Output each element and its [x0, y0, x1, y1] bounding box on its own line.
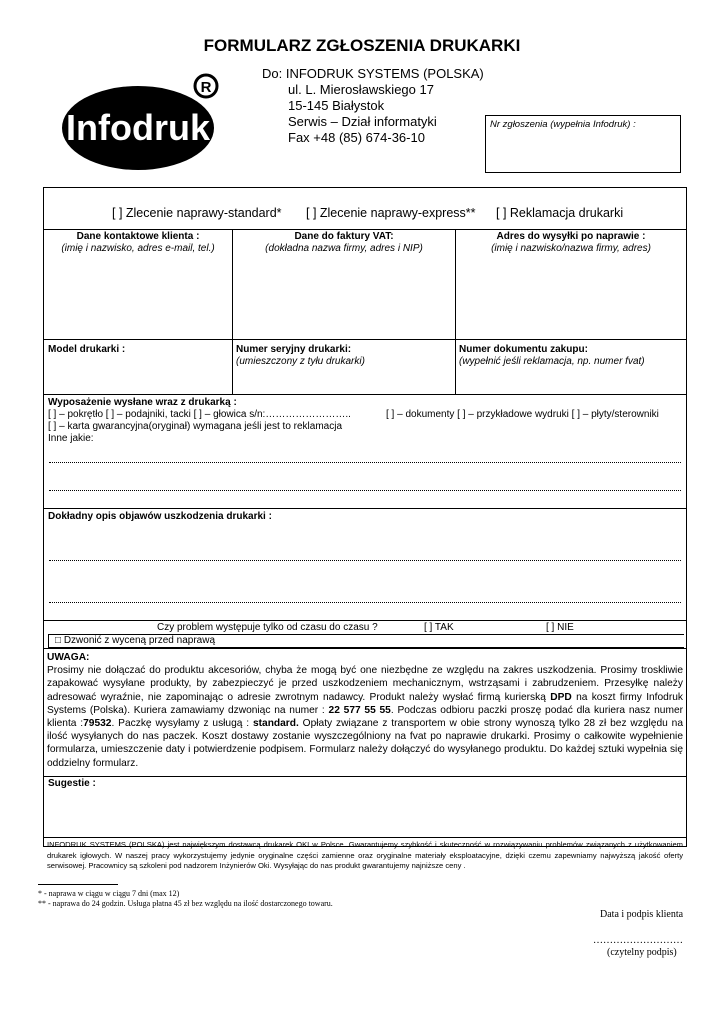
- signature-label: Data i podpis klienta: [600, 909, 684, 920]
- serial-number-hint: (umieszczony z tyłu drukarki): [236, 356, 365, 367]
- warning-title: UWAGA:: [47, 652, 90, 663]
- warning-section: [47, 651, 683, 770]
- courier-name: DPD: [550, 691, 572, 703]
- request-number-label: Nr zgłoszenia (wypełnia Infodruk) :: [490, 119, 636, 130]
- client-contact-cell[interactable]: [44, 231, 232, 255]
- warning-text-1: Prosimy nie dołączać do produktu akcesoriów, chyba że mogą być one niezbędne ze względu na zakres uszkodzenia. Prosimy troskliwie zapakować wysyłane produkty, by zabezpieczyć je przed uszkodzeniem mechanicznym, wstrząsami i zabrudzeniem. Przesyłkę należy adresować wyraźnie, nie zapominając o adresie zwrotnym nadawcy. Produkt należy wysłać firmą kurierską: [47, 665, 683, 703]
- registered-mark: R: [200, 79, 212, 96]
- other-equipment-label: Inne jakie:: [48, 433, 94, 444]
- intermittent-no-option[interactable]: [ ] NIE: [546, 622, 574, 633]
- serial-number-cell[interactable]: [236, 344, 365, 368]
- printer-model-label: Model drukarki :: [48, 344, 126, 355]
- call-with-quote-option[interactable]: □ Dzwonić z wyceną przed naprawą: [55, 635, 215, 646]
- warning-text-2: na koszt firmy Infodruk Systems (Polska). Kuriera zamawiamy dzwoniąc na numer :: [47, 691, 683, 716]
- shipping-service: standard.: [252, 718, 299, 730]
- client-number: 79532: [83, 718, 112, 730]
- vat-data-title: Dane do faktury VAT:: [294, 231, 394, 242]
- vat-data-cell[interactable]: [233, 231, 455, 255]
- suggestions-cell[interactable]: [48, 778, 96, 790]
- address-to: Do: INFODRUK SYSTEMS (POLSKA): [262, 66, 484, 81]
- warning-text-4: . Paczkę wysyłamy z usługą :: [111, 718, 253, 730]
- symptoms-line-2[interactable]: [49, 602, 681, 603]
- signature-hint: (czytelny podpis): [607, 947, 677, 958]
- recipient-address: [262, 66, 484, 146]
- footnote-standard: * - naprawa w ciągu w ciągu 7 dni (max 12): [38, 889, 180, 898]
- address-street: ul. L. Mierosławskiego 17: [288, 82, 434, 97]
- order-standard-option[interactable]: [ ] Zlecenie naprawy-standard*: [112, 206, 282, 220]
- other-equipment-line-2[interactable]: [49, 490, 681, 491]
- client-contact-title: Dane kontaktowe klienta :: [76, 231, 200, 242]
- shipping-address-title: Adres do wysyłki po naprawie :: [496, 231, 646, 242]
- equipment-section: [48, 397, 684, 445]
- order-complaint-option[interactable]: [ ] Reklamacja drukarki: [496, 206, 624, 220]
- courier-phone: 22 577 55 55: [328, 704, 391, 716]
- serial-number-label: Numer seryjny drukarki:: [236, 344, 352, 355]
- purchase-doc-cell[interactable]: [459, 344, 645, 368]
- symptoms-line-1[interactable]: [49, 560, 681, 561]
- printer-model-cell[interactable]: [48, 344, 125, 356]
- suggestions-title: Sugestie :: [48, 778, 96, 789]
- symptoms-section: [48, 511, 272, 523]
- symptoms-title: Dokładny opis objawów uszkodzenia drukarki :: [48, 511, 272, 522]
- intermittent-yes-option[interactable]: [ ] TAK: [424, 622, 454, 633]
- address-fax: Fax +48 (85) 674-36-10: [288, 130, 425, 145]
- address-city: 15-145 Białystok: [288, 98, 385, 113]
- footnote-divider: [38, 884, 118, 885]
- warning-text-5: Opłaty związane z transportem w obie strony wynoszą tylko 28 zł bez względu na ilość wysyłanych do nas paczek. Koszt dostawy zostanie wyszczególniony na fvat po naprawie drukarki. Prosimy o całkowite wypełnienie formularza, umieszczenie daty i potwierdzenie podpisem. Formularz należy dołączyć do wysyłanego produktu. Do każdej sztuki wypełnia się oddzielny formularz.: [47, 718, 683, 769]
- infodruk-logo: [60, 72, 220, 177]
- footnote-express: ** - naprawa do 24 godzin. Usługa płatna 45 zł bez względu na ilość dostarczonego towaru.: [38, 899, 333, 908]
- company-info-text: INFODRUK SYSTEMS (POLSKA) jest największym dostawcą drukarek OKI w Polsce. Gwarantujemy szybkość i skuteczność w rozwiązywaniu problemów związanych z użytkowaniem drukarek igłowych. W naszej pracy wykorzystujemy jedynie oryginalne części zamienne oraz oryginalne materiały eksploatacyjne, dzięki czemu zapewniamy najwyższą jakość oferty serwisowej. Pracownicy są szkoleni pod nadzorem Inżynierów Oki. Wysyłając do nas produkt gwarantujemy najniższe ceny .: [47, 840, 683, 870]
- shipping-address-cell[interactable]: [456, 231, 686, 255]
- purchase-doc-hint: (wypełnić jeśli reklamacja, np. numer fvat): [459, 356, 645, 367]
- logo-text: Infodruk: [66, 107, 210, 148]
- purchase-doc-label: Numer dokumentu zakupu:: [459, 344, 588, 355]
- other-equipment-line-1[interactable]: [49, 462, 681, 463]
- warning-text-3: . Podczas odbioru paczki proszę podać dla kuriera nasz numer klienta :: [47, 704, 684, 730]
- equipment-title: Wyposażenie wysłane wraz z drukarką :: [48, 397, 237, 408]
- vat-data-hint: (dokładna nazwa firmy, adres i NIP): [265, 243, 423, 254]
- shipping-address-hint: (imię i nazwisko/nazwa firmy, adres): [491, 243, 651, 254]
- warranty-card-option[interactable]: [ ] – karta gwarancyjna(oryginał) wymagana jeśli jest to reklamacja: [48, 421, 343, 432]
- form-table: [43, 187, 687, 870]
- equipment-options-2[interactable]: [ ] – dokumenty [ ] – przykładowe wydruki [ ] – płyty/sterowniki: [386, 409, 659, 420]
- client-contact-hint: (imię i nazwisko, adres e-mail, tel.): [61, 243, 215, 254]
- order-express-option[interactable]: [ ] Zlecenie naprawy-express**: [306, 206, 476, 220]
- request-number-box[interactable]: [485, 115, 681, 173]
- page-title: FORMULARZ ZGŁOSZENIA DRUKARKI: [203, 36, 521, 55]
- call-with-quote-box[interactable]: [48, 634, 684, 648]
- signature-line[interactable]: ………………………: [593, 935, 683, 946]
- intermittent-question: Czy problem występuje tylko od czasu do czasu ?: [157, 622, 378, 633]
- address-dept: Serwis – Dział informatyki: [288, 114, 437, 129]
- equipment-options-1[interactable]: [ ] – pokrętło [ ] – podajniki, tacki [ ] – głowica s/n:……………………..: [48, 409, 351, 420]
